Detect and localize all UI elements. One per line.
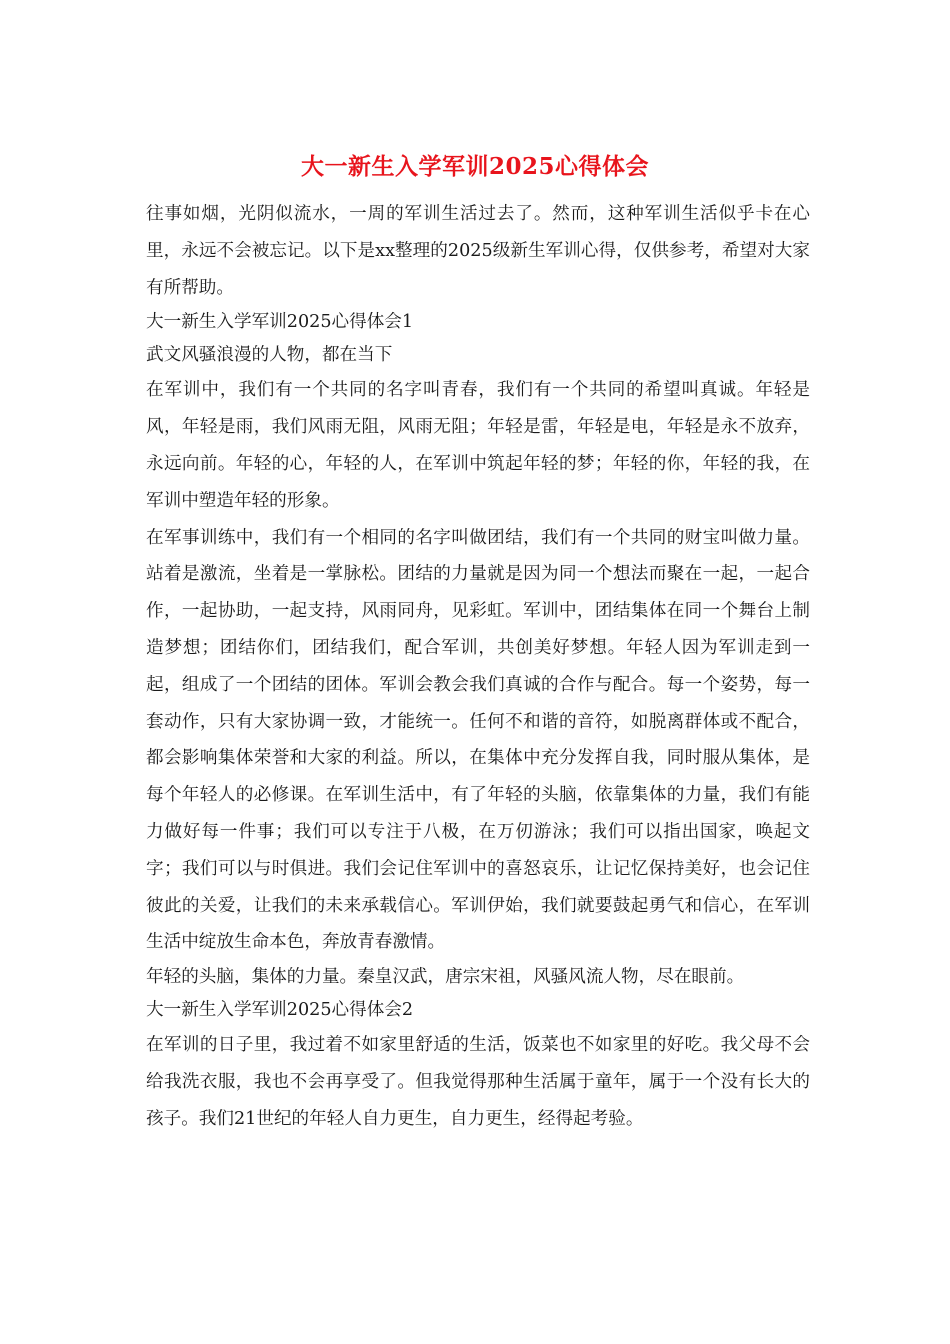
section-heading-2: 大一新生入学军训2025心得体会2 [146,1000,414,1021]
paragraph-training-life: 在军训的日子里，我过着不如家里舒适的生活，饭菜也不如家里的好吃。我父母不会给我洗衣服，我也不会再享受了。但我觉得那种生活属于童年，属于一个没有长大的孩子。我们21世纪的年轻人自力更生，自力更生，经得起考验。 [146,1035,810,1129]
section-heading-1: 大一新生入学军训2025心得体会1 [146,312,414,333]
section-subtitle: 武文风骚浪漫的人物，都在当下 [146,345,393,366]
paragraph-youth: 在军训中，我们有一个共同的名字叫青春，我们有一个共同的希望叫真诚。年轻是风，年轻是雨，我们风雨无阻，风雨无阻；年轻是雷，年轻是电，年轻是永不放弃，永远向前。年轻的心，年轻的人，在军训中筑起年轻的梦；年轻的你，年轻的我，在军训中塑造年轻的形象。 [146,380,810,511]
document-body [146,196,810,1138]
document-title: 大一新生入学军训2025心得体会 [300,153,649,180]
paragraph-unity: 在军事训练中，我们有一个相同的名字叫做团结，我们有一个共同的财宝叫做力量。站着是激流，坐着是一掌脉松。团结的力量就是因为同一个想法而聚在一起，一起合作，一起协助，一起支持，风雨同舟，见彩虹。军训中，团结集体在同一个舞台上制造梦想；团结你们，团结我们，配合军训，共创美好梦想。年轻人因为军训走到一起，组成了一个团结的团体。军训会教会我们真诚的合作与配合。每一个姿势，每一套动作，只有大家协调一致，才能统一。任何不和谐的音符，如脱离群体或不配合，都会影响集体荣誉和大家的利益。所以，在集体中充分发挥自我，同时服从集体，是每个年轻人的必修课。在军训生活中，有了年轻的头脑，依靠集体的力量，我们有能力做好每一件事；我们可以专注于八极，在万仞游泳；我们可以指出国家，唤起文字；我们可以与时俱进。我们会记住军训中的喜怒哀乐，让记忆保持美好，也会记住彼此的关爱，让我们的未来承载信心。军训伊始，我们就要鼓起勇气和信心，在军训生活中绽放生命本色，奔放青春激情。 [146,527,810,953]
paragraph-closing-line: 年轻的头脑，集体的力量。秦皇汉武，唐宗宋祖，风骚风流人物，尽在眼前。 [146,967,745,988]
paragraph-intro: 往事如烟，光阴似流水，一周的军训生活过去了。然而，这种军训生活似乎卡在心里，永远不会被忘记。以下是xx整理的2025级新生军训心得，仅供参考，希望对大家有所帮助。 [146,204,810,298]
